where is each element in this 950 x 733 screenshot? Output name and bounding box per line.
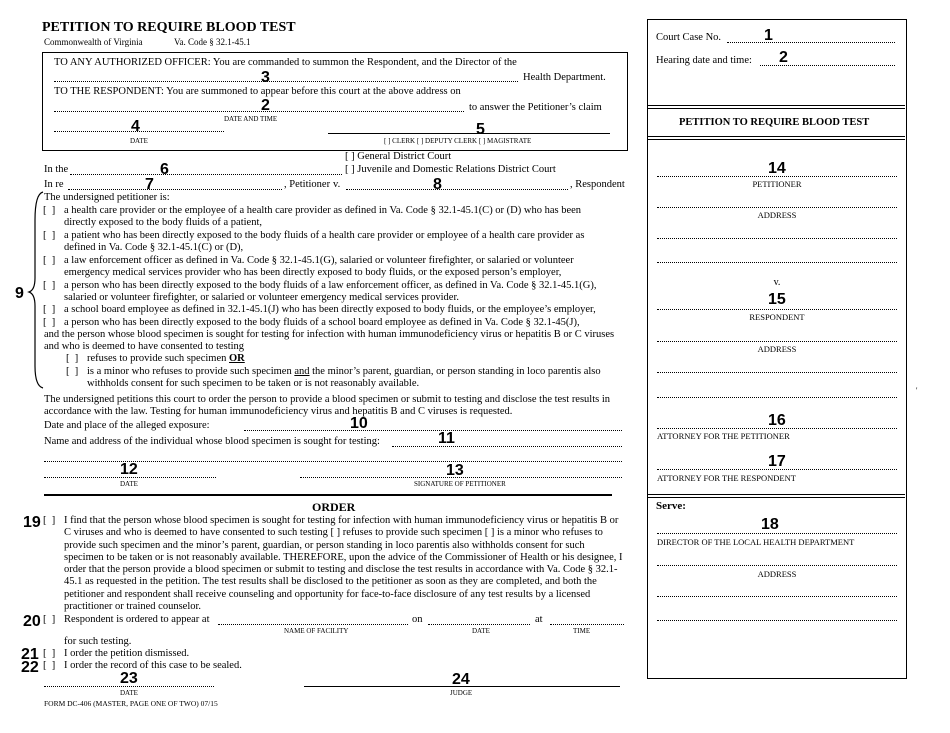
- order-find-text: I find that the person whose blood specimen is sought for testing for infection with human immunodeficiency virus or hepatitis B or C viruses and who is deemed to have consented to such testing [ ] refuses to provide such specimen [ ] is a minor who refuses to provide such specimen and the minor’s parent, guardian, or person standing in loco parentis also withholds consent for such specimen to be taken or is not reasonably available. THEREFORE, upon the advice of the Commissioner of Health or his designee, I order that the person provide a blood specimen or submit to testing and disclose the test results in accordance with Va. Code § 32.1-45.1 as requested in the petition. The test results shall be disclosed to the petitioner as soon as they are completed, and both the petitioner and respondent shall receive counseling and opportunity for face-to-face disclosure of any test results by a licensed practitioner or trained counselor.: [64, 515, 623, 613]
- exposure-field[interactable]: [244, 430, 622, 431]
- rp-director-address-1[interactable]: [657, 565, 897, 566]
- sealed-text: I order the record of this case to be sealed.: [64, 660, 242, 671]
- rp-respondent-address-label: ADDRESS: [757, 344, 797, 354]
- petition-item-6: a person who has been directly exposed to the body fluids of a school board employee as defined in Va. Code § 32.1-45(J),: [64, 317, 580, 328]
- name-address-label: Name and address of the individual whose blood specimen is sought for testing:: [44, 436, 380, 447]
- rp-attorney-respondent-label: ATTORNEY FOR THE RESPONDENT: [657, 473, 796, 483]
- respondent-name-field[interactable]: [346, 189, 568, 190]
- right-divider-2b: [648, 139, 905, 140]
- court-name-field[interactable]: [70, 174, 342, 175]
- callout-2: 2: [779, 49, 788, 66]
- appear-date-field[interactable]: [428, 624, 530, 625]
- health-dept-field[interactable]: [54, 81, 518, 82]
- right-divider-3: [648, 494, 905, 495]
- case-number-label: Court Case No.: [656, 32, 722, 43]
- callout-11: 11: [438, 430, 455, 447]
- in-the-label: In the: [44, 164, 69, 175]
- callout-21: 21: [21, 646, 39, 663]
- item-checkbox-1[interactable]: [ ]: [43, 205, 56, 216]
- seal-checkbox[interactable]: [ ]: [43, 660, 56, 671]
- petition-item-5: a school board employee as defined in 32.1-45.1(J) who has been directly exposed to body fluids, or the employee’s employer,: [64, 304, 596, 315]
- callout-24: 24: [452, 671, 470, 688]
- callout-9: 9: [15, 285, 24, 302]
- versus-label: v.: [333, 179, 341, 190]
- summons-respondent-text: TO THE RESPONDENT: You are summoned to appear before this court at the above address on: [54, 86, 461, 97]
- jurisdiction: Commonwealth of Virginia: [44, 37, 143, 47]
- appear-date-label: DATE: [472, 627, 490, 635]
- clerk-signature-field[interactable]: [328, 133, 610, 134]
- stray-mark: ': [916, 386, 918, 395]
- rp-director-address-label: ADDRESS: [757, 569, 797, 579]
- callout-13: 13: [446, 462, 464, 479]
- callout-14: 14: [768, 160, 786, 177]
- item-checkbox-2[interactable]: [ ]: [43, 230, 56, 241]
- form-footer: FORM DC-406 (MASTER, PAGE ONE OF TWO) 07/15: [44, 699, 218, 708]
- item-checkbox-5[interactable]: [ ]: [43, 304, 56, 315]
- petition-item-2: a patient who has been directly exposed to the body fluids of a health care provider or employee of a health care provider as defined in Va. Code § 32.1-45.1(C) or (D),: [64, 230, 585, 254]
- petition-item-3: a law enforcement officer as defined in Va. Code § 32.1-45.1(G), salaried or volunteer firefighter, or salaried or volunteer emergency medical services provider who has been directly exposed to body fluids, or the exposed person’s employer,: [64, 255, 574, 279]
- minor-post: the minor’s parent, guardian, or person standing in loco parentis also withholds consent for such specimen to be taken or is not reasonably available.: [87, 366, 601, 390]
- petitions-text: The undersigned petitions this court to order the person to provide a blood specimen or submit to testing and disclose the test results in accordance with the law. Testing for human immunodeficiency virus and hepatitis B and C viruses is requested.: [44, 394, 611, 418]
- general-district-court-option[interactable]: [ ] General District Court: [345, 151, 452, 162]
- rp-petitioner-address-1[interactable]: [657, 207, 897, 208]
- issue-date-label: DATE: [130, 137, 148, 145]
- minor-checkbox[interactable]: [ ]: [66, 366, 79, 377]
- exposure-label: Date and place of the alleged exposure:: [44, 420, 210, 431]
- petitioner-name-field[interactable]: [68, 189, 282, 190]
- appearance-date-field[interactable]: [54, 111, 464, 112]
- right-panel-title: PETITION TO REQUIRE BLOOD TEST: [679, 117, 870, 128]
- judge-label: JUDGE: [450, 689, 473, 697]
- callout-12: 12: [120, 461, 138, 478]
- item-checkbox-3[interactable]: [ ]: [43, 255, 56, 266]
- case-number-field[interactable]: [727, 42, 895, 43]
- on-label: on: [412, 614, 423, 625]
- rp-petitioner-address-3[interactable]: [657, 262, 897, 263]
- rp-petitioner-address-label: ADDRESS: [757, 210, 797, 220]
- appear-time-field[interactable]: [550, 624, 624, 625]
- callout-22: 22: [21, 659, 39, 676]
- callout-10: 10: [350, 415, 368, 432]
- callout-18: 18: [761, 516, 779, 533]
- rp-director-address-2[interactable]: [657, 596, 897, 597]
- callout-1: 1: [764, 27, 773, 44]
- find-checkbox[interactable]: [ ]: [43, 515, 56, 526]
- dismiss-checkbox[interactable]: [ ]: [43, 648, 56, 659]
- rp-respondent-label: RESPONDENT: [749, 312, 805, 322]
- rp-respondent-address-3[interactable]: [657, 397, 897, 398]
- petition-date-label: DATE: [120, 480, 138, 488]
- appear-time-label: TIME: [573, 627, 591, 635]
- person-consent-text: and the person whose blood specimen is sought for testing for infection with human immunodeficiency virus or hepatitis B or C viruses and who is deemed to have consented to testing: [44, 329, 615, 353]
- facility-field[interactable]: [218, 624, 408, 625]
- form-title: PETITION TO REQUIRE BLOOD TEST: [42, 20, 296, 35]
- petition-brace: [27, 190, 47, 390]
- signature-label: SIGNATURE OF PETITIONER: [414, 480, 506, 488]
- rp-petitioner-address-2[interactable]: [657, 238, 897, 239]
- callout-17: 17: [768, 453, 786, 470]
- callout-3: 3: [261, 69, 270, 86]
- callout-20: 20: [23, 613, 41, 630]
- petition-item-1: a health care provider or the employee of a health care provider as defined in Va. Code § 32.1-45.1(C) or (D) who has been directly exposed to the body fluids of a patient,: [64, 205, 582, 229]
- appear-checkbox[interactable]: [ ]: [43, 614, 56, 625]
- dismissed-text: I order the petition dismissed.: [64, 648, 190, 659]
- right-divider-3b: [648, 497, 905, 498]
- hearing-label: Hearing date and time:: [656, 55, 752, 66]
- callout-8: 8: [433, 176, 442, 193]
- rp-respondent-address-2[interactable]: [657, 372, 897, 373]
- callout-7: 7: [145, 176, 154, 193]
- rp-attorney-petitioner-label: ATTORNEY FOR THE PETITIONER: [657, 431, 790, 441]
- appear-label: Respondent is ordered to appear at: [64, 614, 210, 625]
- minor-pre: is a minor who refuses to provide such specimen: [87, 366, 295, 377]
- rp-versus: v.: [773, 277, 781, 288]
- rp-director-label: DIRECTOR OF THE LOCAL HEALTH DEPARTMENT: [657, 537, 855, 547]
- health-dept-text: Health Department.: [523, 72, 606, 83]
- date-and-time-label: DATE AND TIME: [224, 115, 278, 123]
- callout-2b: 2: [261, 97, 270, 114]
- refuses-checkbox[interactable]: [ ]: [66, 353, 79, 364]
- code-reference: Va. Code § 32.1-45.1: [174, 37, 251, 47]
- rp-respondent-field[interactable]: [657, 309, 897, 310]
- rp-respondent-address-1[interactable]: [657, 341, 897, 342]
- petition-intro: The undersigned petitioner is:: [44, 192, 170, 203]
- rp-director-address-3[interactable]: [657, 620, 897, 621]
- facility-label: NAME OF FACILITY: [284, 627, 349, 635]
- clerk-label: [ ] CLERK [ ] DEPUTY CLERK [ ] MAGISTRATE: [384, 137, 532, 145]
- order-date-label: DATE: [120, 689, 138, 697]
- petition-item-4: a person who has been directly exposed to the body fluids of a law enforcement officer, as defined in Va. Code § 32.1-45.1(G), salaried or volunteer firefighter, or salaried or volunteer emergency medical services provider.: [64, 280, 597, 304]
- petitioner-label: , Petitioner: [284, 179, 331, 190]
- callout-4: 4: [131, 118, 140, 135]
- at-label: at: [535, 614, 543, 625]
- in-re-label: In re: [44, 179, 64, 190]
- refuses-text: [87, 353, 245, 364]
- callout-23: 23: [120, 670, 138, 687]
- rp-serve-label: Serve:: [656, 500, 686, 512]
- item-checkbox-6[interactable]: [ ]: [43, 317, 56, 328]
- individual-field[interactable]: [392, 446, 622, 447]
- right-divider-1b: [648, 108, 905, 109]
- summons-officer-text: TO ANY AUTHORIZED OFFICER: You are commanded to summon the Respondent, and the Director of the: [54, 57, 517, 68]
- rp-director-field[interactable]: [657, 533, 897, 534]
- callout-16: 16: [768, 412, 786, 429]
- item-checkbox-4[interactable]: [ ]: [43, 280, 56, 291]
- minor-and: and: [294, 366, 310, 377]
- callout-15: 15: [768, 291, 786, 308]
- callout-19: 19: [23, 514, 41, 531]
- right-divider-2: [648, 136, 905, 137]
- order-divider: [44, 494, 612, 496]
- callout-6: 6: [160, 161, 169, 178]
- brace-path: [29, 192, 43, 388]
- refuses-label: refuses to provide such specimen: [87, 353, 227, 364]
- jdr-court-option[interactable]: [ ] Juvenile and Domestic Relations District Court: [345, 164, 556, 175]
- rp-petitioner-label: PETITIONER: [752, 179, 802, 189]
- order-title: ORDER: [312, 500, 356, 514]
- right-divider-1: [648, 105, 905, 106]
- for-testing-text: for such testing.: [64, 636, 132, 647]
- minor-text: [87, 366, 617, 391]
- or-label: OR: [229, 353, 245, 364]
- callout-5: 5: [476, 121, 485, 138]
- respondent-label: , Respondent: [570, 179, 625, 190]
- claim-text: to answer the Petitioner’s claim: [469, 102, 602, 113]
